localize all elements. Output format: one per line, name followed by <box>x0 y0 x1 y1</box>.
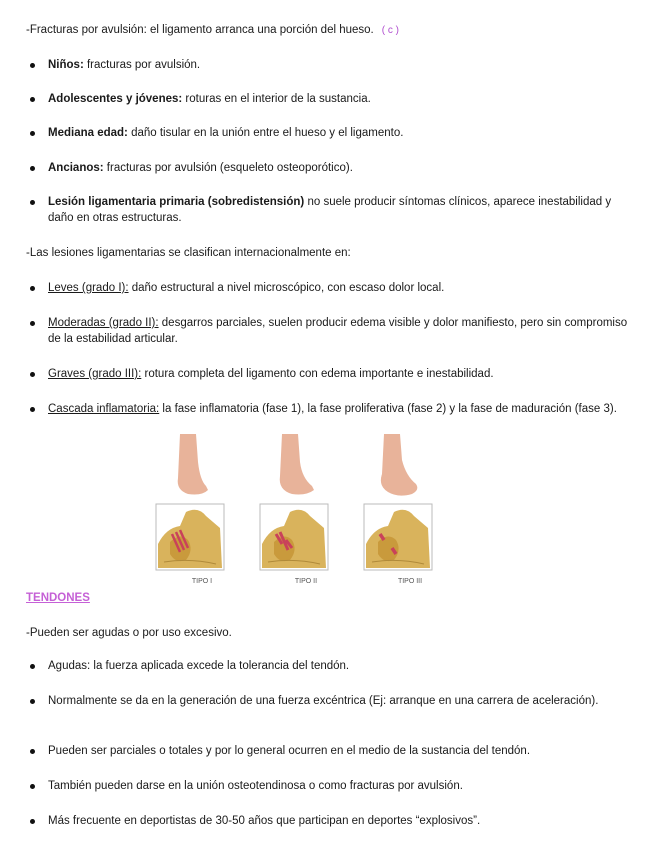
figure-label: TIPO II <box>294 578 318 585</box>
figure-label: TIPO III <box>397 578 423 585</box>
intro-text: -Fracturas por avulsión: el ligamento arranca una porción del hueso. <box>26 24 374 36</box>
item-text: Pueden ser parciales o totales y por lo general ocurren en el medio de la sustancia del tendón. <box>48 745 531 757</box>
list-item <box>26 401 628 417</box>
figure-panel-grade-2 <box>254 432 358 590</box>
item-text: roturas en el interior de la sustancia. <box>182 93 371 105</box>
classification-intro: -Las lesiones ligamentarias se clasifican internacionalmente en: <box>26 247 351 259</box>
handwritten-note: ( c ) <box>381 25 399 36</box>
figure-panel-grade-3 <box>358 432 462 590</box>
item-text: Más frecuente en deportistas de 30-50 años que participan en deportes “explosivos”. <box>48 815 481 827</box>
item-text: desgarros parciales, suelen producir edema visible y dolor manifiesto, pero sin compromiso de la estabilidad articular. <box>48 317 628 345</box>
bullet-icon <box>30 749 35 754</box>
item-text: fracturas por avulsión (esqueleto osteoporótico). <box>103 162 353 174</box>
item-text: Agudas: la fuerza aplicada excede la tolerancia del tendón. <box>48 660 350 672</box>
bullet-icon <box>30 407 35 412</box>
item-text: no suele producir síntomas clínicos, aparece inestabilidad y daño en otras estructuras. <box>48 196 612 224</box>
list-item <box>26 743 628 759</box>
list-item <box>26 280 628 296</box>
item-label: Ancianos: <box>48 162 104 174</box>
bullet-icon <box>30 321 35 326</box>
item-label: Cascada inflamatoria: <box>48 403 160 415</box>
item-label: Lesión ligamentaria primaria (sobredistensión) <box>48 196 305 208</box>
bullet-icon <box>30 200 35 205</box>
item-label: Mediana edad: <box>48 127 128 139</box>
list-item <box>26 693 628 709</box>
list-item <box>26 194 628 226</box>
tendones-intro: -Pueden ser agudas o por uso excesivo. <box>26 627 232 639</box>
item-text: daño tisular en la unión entre el hueso y el ligamento. <box>127 127 404 139</box>
bullet-icon <box>30 819 35 824</box>
bullet-icon <box>30 97 35 102</box>
ankle-illustration <box>358 432 462 572</box>
bullet-icon <box>30 372 35 377</box>
section-heading-tendones: TENDONES <box>26 592 90 604</box>
bullet-icon <box>30 286 35 291</box>
sprain-grades-figure <box>150 432 450 590</box>
item-label: Graves (grado III): <box>48 368 142 380</box>
item-text: la fase inflamatoria (fase 1), la fase proliferativa (fase 2) y la fase de maduración (fase 3). <box>159 403 617 415</box>
bullet-icon <box>30 63 35 68</box>
bullet-icon <box>30 664 35 669</box>
list-item <box>26 125 628 141</box>
avulsion-intro <box>26 22 628 39</box>
figure-panel-grade-1 <box>150 432 254 590</box>
bullet-icon <box>30 784 35 789</box>
list-item <box>26 91 628 107</box>
item-text: daño estructural a nivel microscópico, con escaso dolor local. <box>128 282 445 294</box>
item-text: También pueden darse en la unión osteotendinosa o como fracturas por avulsión. <box>48 780 463 792</box>
list-item <box>26 160 628 176</box>
bullet-icon <box>30 699 35 704</box>
list-item <box>26 366 628 382</box>
item-text: Normalmente se da en la generación de una fuerza excéntrica (Ej: arranque en una carrera de aceleración). <box>48 695 599 707</box>
item-label: Niños: <box>48 59 84 71</box>
bullet-icon <box>30 166 35 171</box>
item-text: rotura completa del ligamento con edema importante e inestabilidad. <box>141 368 494 380</box>
bullet-icon <box>30 131 35 136</box>
ankle-illustration <box>254 432 358 572</box>
figure-label: TIPO I <box>191 578 213 585</box>
list-item <box>26 315 628 347</box>
list-item <box>26 813 628 829</box>
item-label: Adolescentes y jóvenes: <box>48 93 183 105</box>
item-label: Leves (grado I): <box>48 282 129 294</box>
ankle-illustration <box>150 432 254 572</box>
list-item <box>26 658 628 674</box>
list-item <box>26 778 628 794</box>
item-label: Moderadas (grado II): <box>48 317 159 329</box>
list-item <box>26 57 628 73</box>
item-text: fracturas por avulsión. <box>83 59 201 71</box>
